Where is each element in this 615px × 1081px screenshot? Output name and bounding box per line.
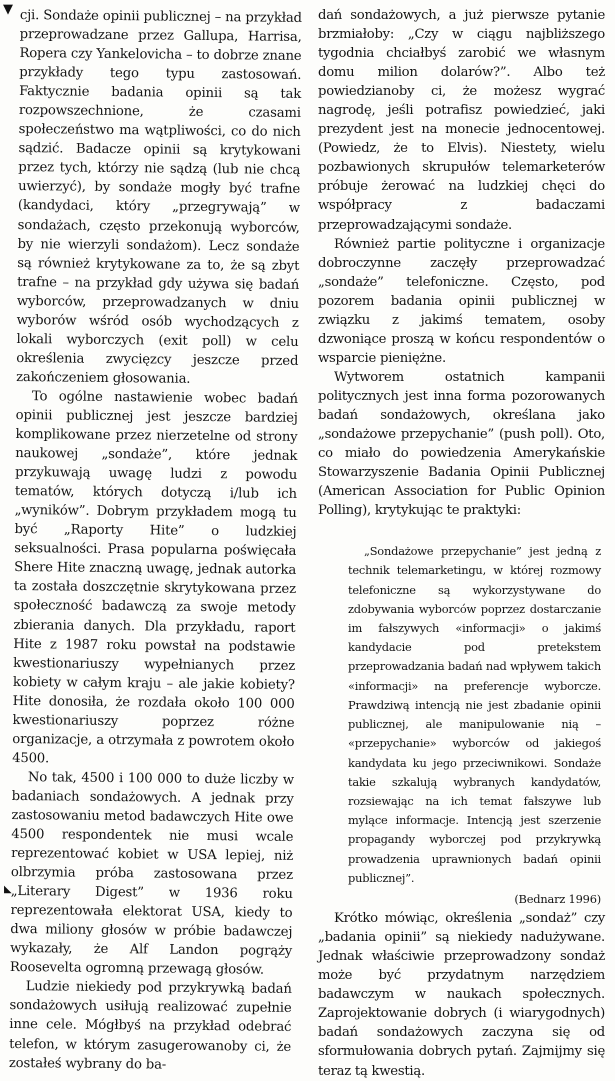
body-paragraph: Wytworem ostatnich kampanii politycznych jest inna forma pozorowanych badań sondażowych, określana jako „sondażowe przepychanie” (push poll). Oto, co miało do powiedzenia Amerykańskie Stowarzyszenie Badania Opinii Publicznej (American Association for Public Opinion Polling), krytykując te praktyki: <box>318 369 605 519</box>
body-paragraph: Również partie polityczne i organizacje dobroczynne zaczęły przeprowadzać „sondaże” telefoniczne. Często, pod pozorem badania opinii publicznej w związku z jakimś tematem, osoby dzwoniące proszą w końcu respondentów o wsparcie pieniężne. <box>318 236 605 366</box>
quote-text: „Sondażowe przepychanie” jest jedną z technik telemarketingu, w której rozmowy telefoniczne są wykorzystywane do zdobywania wyborców poprzez dostarczanie im fałszywych «informacji» o jakimś kandydacie pod pretekstem przeprowadzania badań nad wpływem takich «informacji» na preferencje wyborcze. Prawdziwą intencją nie jest zbadanie opinii publicznej, ale manipulowanie nią – «przepychanie» wyborców od jakiegoś kandydata ku jego przeciwnikowi. Sondaże takie szkalują wybranych kandydatów, rozsiewając na ich temat fałszywe lub mylące informacje. Intencją jest szerzenie propagandy wyborczej pod przykrywką prowadzenia uprawnionych badań opinii publicznej”. <box>348 544 601 885</box>
body-paragraph: Ludzie niekiedy pod przykrywką badań sondażowych usiłują realizować zupełnie inne cele. Mógłbyś na przykład odebrać telefon, w którym zasugerowanoby ci, że zostałeś wybrany do ba- <box>8 979 292 1073</box>
right-column <box>318 6 605 1081</box>
left-column <box>9 6 302 1076</box>
body-paragraph: cji. Sondaże opinii publicznej – na przykład przeprowadzane przez Gallupa, Harrisa, Ropera czy Yankelovicha – to dobrze znane przykłady tego typu zastosowań. Faktycznie badania opinii są tak rozpowszechnione, że czasami społeczeństwo ma wątpliwości, co do nich sądzić. Badacze opinii są krytykowani przez tych, którzy nie sądzą (lub nie chcą uwierzyć), by sondaże mogły być trafne (kandydaci, który „przegrywają” w sondażach, często przekonują wyborców, by nie wierzyli sondażom). Lecz sondaże są również krytykowane za to, że są zbyt trafne – na przykład gdy używa się badań wyborców, przeprowadzanych w dniu wyborów wśród osób wychodzących z lokali wyborczych (exit poll) w celu określenia zwycięzcy jeszcze przed zakończeniem głosowania. <box>16 7 302 387</box>
corner-mark-icon: ◣ <box>4 884 12 895</box>
body-paragraph: To ogólne nastawienie wobec badań opinii publicznej jest jeszcze bardziej komplikowane przez nierzetelne od strony naukowej „sondaże”, które jednak przykuwają uwagę ludzi z powodu tematów, których dotyczą i/lub ich „wyników”. Dobrym przykładem mogą tu być „Raporty Hite” o ludzkiej seksualności. Prasa popularna poświęcała Shere Hite znaczną uwagę, jednak autorka ta została doszczętnie skrytykowana przez społeczność badawczą za swoje metody zbierania danych. Dla przykładu, raport Hite z 1987 roku powstał na podstawie kwestionariuszy wypełnianych przez kobiety w całym kraju – ale jakie kobiety? Hite donosiła, że rozdała około 100 000 kwestionariuszy poprzez różne organizacje, a otrzymała z powrotem około 4500. <box>12 389 298 767</box>
corner-mark-icon: ▼ <box>3 2 13 17</box>
block-quote <box>348 542 601 909</box>
quote-source: (Bednarz 1996) <box>514 891 601 906</box>
body-paragraph: No tak, 4500 i 100 000 to duże liczby w badaniach sondażowych. A jednak przy zastosowaniu metod badawczych Hite owe 4500 respondentek nie musi wcale reprezentować kobiet w USA lepiej, niż olbrzymia próba zastosowana przez „Literary Digest” w 1936 roku reprezentowała elektorat USA, kiedy to dwa miliony głosów w próbie badawczej wykazały, że Alf Landon pogrąży Roosevelta ogromną przewagą głosów. <box>9 770 294 978</box>
body-paragraph: dań sondażowych, a już pierwsze pytanie brzmiałoby: „Czy w ciągu najbliższego tygodnia chciałbyś zarobić we własnym domu milion dolarów?”. Albo też powiedzianoby ci, że możesz wygrać nagrodę, jeśli potrafisz powiedzieć, jaki prezydent jest na monecie jednocentowej. (Powiedz, że to Elvis). Niestety, wielu pozbawionych skrupułów telemarketerów próbuje żerować na ludzkiej chęci do współpracy z badaczami przeprowadzającymi sondaże. <box>318 8 605 233</box>
body-paragraph: Krótko mówiąc, określenia „sondaż” czy „badania opinii” są niekiedy nadużywane. Jednak właściwie przeprowadzony sondaż może być przydatnym narzędziem badawczym w naukach społecznych. Zaprojektowanie dobrych (i wiarygodnych) badań sondażowych zaczyna się od sformułowania dobrych pytań. Zajmijmy się teraz tą kwestią. <box>318 911 605 1079</box>
